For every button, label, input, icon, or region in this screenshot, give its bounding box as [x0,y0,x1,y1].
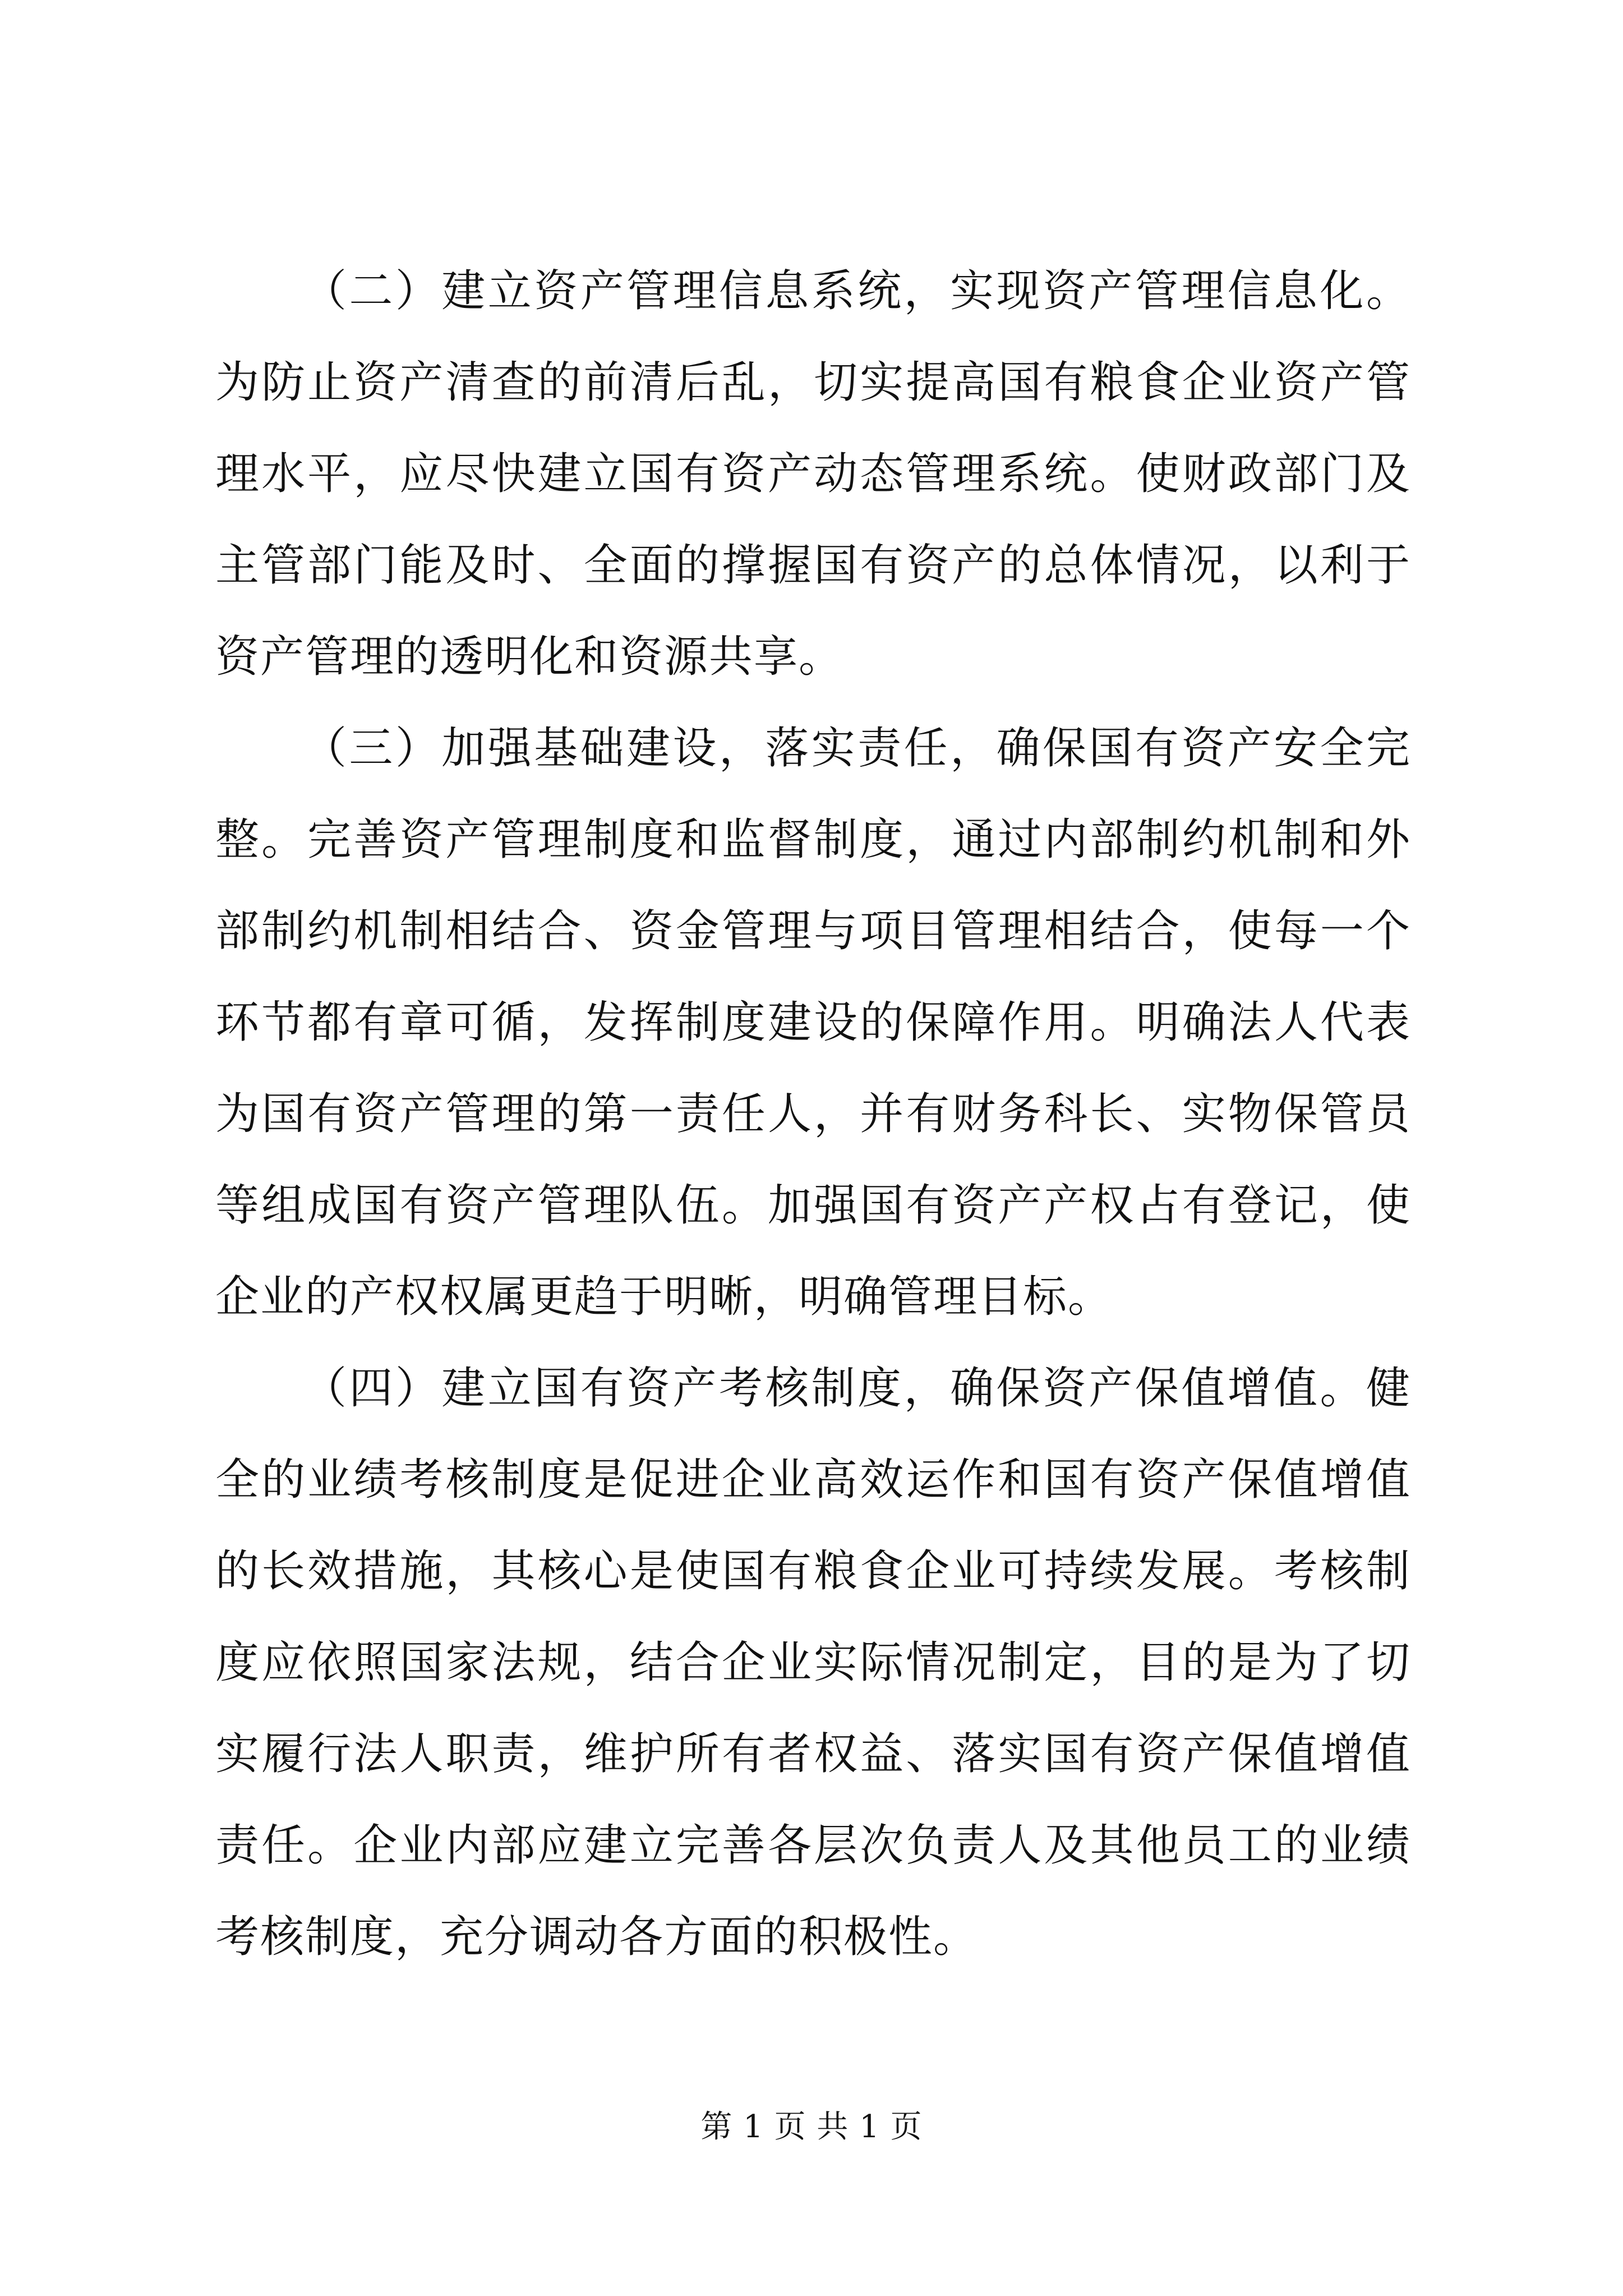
paragraph-three: （三）加强基础建设，落实责任，确保国有资产安全完整。完善资产管理制度和监督制度，通过内部制约机制和外部制约机制相结合、资金管理与项目管理相结合，使每一个环节都有章可循，发挥制度建设的保障作用。明确法人代表为国有资产管理的第一责任人，并有财务科长、实物保管员等组成国有资产管理队伍。加强国有资产产权占有登记，使企业的产权权属更趋于明晰，明确管理目标。 [215,723,1411,1322]
paragraph-four: （四）建立国有资产考核制度，确保资产保值增值。健全的业绩考核制度是促进企业高效运作和国有资产保值增值的长效措施，其核心是使国有粮食企业可持续发展。考核制度应依照国家法规，结合企业实际情况制定，目的是为了切实履行法人职责，维护所有者权益、落实国有资产保值增值责任。企业内部应建立完善各层次负责人及其他员工的业绩考核制度，充分调动各方面的积极性。 [215,1363,1411,1962]
paragraph-two: （二）建立资产管理信息系统，实现资产管理信息化。为防止资产清查的前清后乱，切实提高国有粮食企业资产管理水平，应尽快建立国有资产动态管理系统。使财政部门及主管部门能及时、全面的撑握国有资产的总体情况，以利于资产管理的透明化和资源共享。 [215,266,1411,682]
document-body [215,246,1411,1983]
page-footer: 第 1 页 共 1 页 [700,2109,923,2145]
